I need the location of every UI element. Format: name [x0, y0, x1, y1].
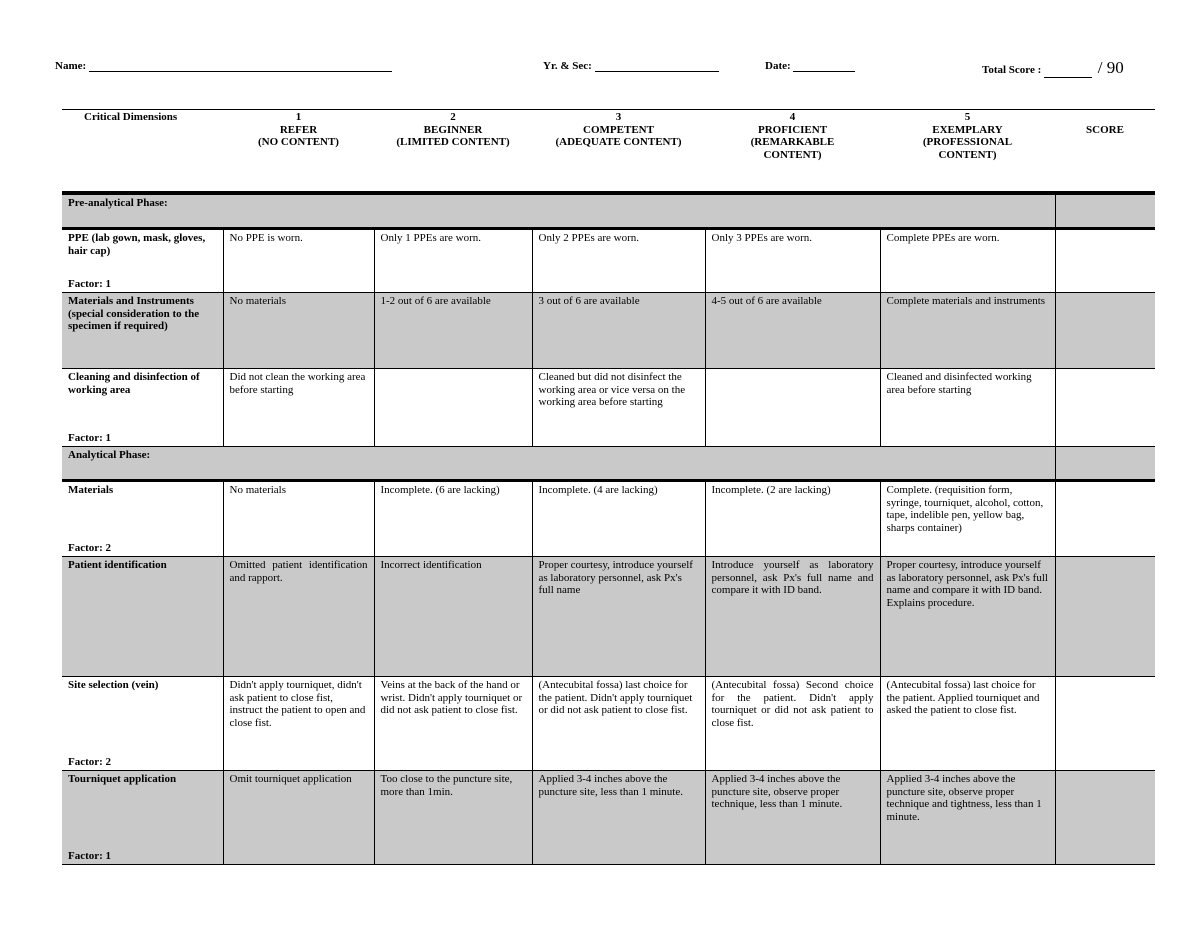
col-level-1 — [223, 110, 374, 194]
phase-label: Pre-analytical Phase: — [62, 193, 1055, 229]
table-row — [62, 293, 1155, 369]
col-level-3-sub: (ADEQUATE CONTENT) — [555, 136, 682, 149]
phase-row-pre-analytical — [62, 193, 1155, 229]
dimension-label: Materials — [68, 484, 114, 496]
date-blank[interactable] — [793, 60, 855, 72]
dimension-cell — [62, 369, 223, 447]
factor-label: Factor: 1 — [68, 432, 112, 445]
level-5-cell: (Antecubital fossa) last choice for the patient. Applied tourniquet and asked the patient to close fist. — [880, 677, 1055, 771]
level-5-cell: Complete. (requisition form, syringe, tourniquet, alcohol, cotton, tape, indelible pen, yellow bag, sharps container) — [880, 481, 1055, 557]
col-level-3 — [532, 110, 705, 194]
level-4-cell: Applied 3-4 inches above the puncture site, observe proper technique, less than 1 minute. — [705, 771, 880, 865]
level-1-cell: Did not clean the working area before starting — [223, 369, 374, 447]
score-cell[interactable] — [1055, 771, 1155, 865]
col-level-2 — [374, 110, 532, 194]
score-cell[interactable] — [1055, 481, 1155, 557]
level-2-cell: Veins at the back of the hand or wrist. Didn't apply tourniquet or did not ask patient to close fist. — [374, 677, 532, 771]
level-2-cell: Incomplete. (6 are lacking) — [374, 481, 532, 557]
table-header-row — [62, 110, 1155, 194]
table-row — [62, 369, 1155, 447]
dimension-label: Cleaning and disinfection of working area — [68, 371, 200, 396]
level-1-cell: Didn't apply tourniquet, didn't ask patient to close fist, instruct the patient to open and close fist. — [223, 677, 374, 771]
level-5-cell: Complete materials and instruments — [880, 293, 1055, 369]
level-5-cell: Proper courtesy, introduce yourself as laboratory personnel, ask Px's full name and compare it with ID band. Explains procedure. — [880, 557, 1055, 677]
level-1-cell: No materials — [223, 481, 374, 557]
phase-row-analytical — [62, 447, 1155, 481]
table-row — [62, 481, 1155, 557]
dimension-cell — [62, 677, 223, 771]
col-level-5 — [880, 110, 1055, 194]
col-level-3-title: COMPETENT — [583, 123, 654, 136]
dimension-cell — [62, 557, 223, 677]
col-level-3-number: 3 — [615, 111, 622, 123]
level-4-cell: Introduce yourself as laboratory personnel, ask Px's full name and compare it with ID band. — [705, 557, 880, 677]
level-1-cell: No PPE is worn. — [223, 229, 374, 293]
col-level-1-sub: (NO CONTENT) — [258, 136, 339, 149]
col-level-5-sub: (PROFESSIONAL CONTENT) — [922, 136, 1013, 161]
yr-sec-label: Yr. & Sec: — [543, 60, 592, 72]
level-1-cell: Omit tourniquet application — [223, 771, 374, 865]
phase-label: Analytical Phase: — [62, 447, 1055, 481]
level-3-cell: 3 out of 6 are available — [532, 293, 705, 369]
date-label: Date: — [765, 60, 791, 72]
level-4-cell: Only 3 PPEs are worn. — [705, 229, 880, 293]
col-critical-dimensions: Critical Dimensions — [62, 110, 223, 194]
dimension-label: Tourniquet application — [68, 773, 177, 785]
level-3-cell: Incomplete. (4 are lacking) — [532, 481, 705, 557]
level-2-cell: Incorrect identification — [374, 557, 532, 677]
level-3-cell: Proper courtesy, introduce yourself as laboratory personnel, ask Px's full name — [532, 557, 705, 677]
factor-label: Factor: 2 — [68, 756, 112, 769]
table-row — [62, 557, 1155, 677]
level-2-cell: Only 1 PPEs are worn. — [374, 229, 532, 293]
yr-sec-field[interactable] — [543, 60, 719, 72]
col-score: SCORE — [1055, 110, 1155, 194]
col-level-2-title: BEGINNER — [423, 123, 483, 136]
level-3-cell: Applied 3-4 inches above the puncture site, less than 1 minute. — [532, 771, 705, 865]
level-2-cell: 1-2 out of 6 are available — [374, 293, 532, 369]
total-score-label: Total Score : — [982, 64, 1042, 76]
dimension-cell — [62, 293, 223, 369]
table-row — [62, 771, 1155, 865]
dimension-label: Site selection (vein) — [68, 679, 159, 691]
level-3-cell: (Antecubital fossa) last choice for the patient. Didn't apply tourniquet or did not ask patient to close fist. — [532, 677, 705, 771]
table-row — [62, 229, 1155, 293]
level-5-cell: Complete PPEs are worn. — [880, 229, 1055, 293]
level-4-cell: (Antecubital fossa) Second choice for the patient. Didn't apply tourniquet or did not ask patient to close fist. — [705, 677, 880, 771]
dimension-cell — [62, 481, 223, 557]
col-level-4 — [705, 110, 880, 194]
total-score-field[interactable] — [982, 58, 1124, 78]
name-field[interactable] — [55, 60, 392, 72]
col-level-4-title: PROFICIENT — [757, 123, 828, 136]
score-cell[interactable] — [1055, 229, 1155, 293]
level-4-cell — [705, 369, 880, 447]
col-level-5-number: 5 — [964, 111, 971, 123]
col-level-4-sub: (REMARKABLE CONTENT) — [750, 136, 835, 161]
level-4-cell: Incomplete. (2 are lacking) — [705, 481, 880, 557]
level-5-cell: Applied 3-4 inches above the puncture site, observe proper technique and tightness, less than 1 minute. — [880, 771, 1055, 865]
score-cell[interactable] — [1055, 369, 1155, 447]
yr-sec-blank[interactable] — [595, 60, 719, 72]
col-level-2-sub: (LIMITED CONTENT) — [396, 136, 510, 149]
factor-label: Factor: 1 — [68, 850, 112, 863]
score-cell[interactable] — [1055, 447, 1155, 481]
dimension-cell — [62, 771, 223, 865]
col-level-2-number: 2 — [450, 111, 456, 123]
factor-label: Factor: 1 — [68, 278, 112, 291]
level-1-cell: No materials — [223, 293, 374, 369]
score-cell[interactable] — [1055, 677, 1155, 771]
col-level-5-title: EXEMPLARY — [932, 123, 1003, 136]
col-level-4-number: 4 — [789, 111, 796, 123]
col-level-1-title: REFER — [279, 123, 318, 136]
dimension-label: Patient identification — [68, 559, 167, 571]
factor-label: Factor: 2 — [68, 542, 112, 555]
score-cell[interactable] — [1055, 293, 1155, 369]
dimension-cell — [62, 229, 223, 293]
level-2-cell: Too close to the puncture site, more than 1min. — [374, 771, 532, 865]
level-3-cell: Cleaned but did not disinfect the working area or vice versa on the working area before starting — [532, 369, 705, 447]
dimension-label: PPE (lab gown, mask, gloves, hair cap) — [68, 232, 206, 257]
level-5-cell: Cleaned and disinfected working area before starting — [880, 369, 1055, 447]
total-score-blank[interactable] — [1044, 66, 1092, 78]
table-row — [62, 677, 1155, 771]
total-score-max: / 90 — [1097, 58, 1124, 77]
score-cell[interactable] — [1055, 193, 1155, 229]
dimension-label: Materials and Instruments (special consideration to the specimen if required) — [68, 295, 200, 333]
level-4-cell: 4-5 out of 6 are available — [705, 293, 880, 369]
col-level-1-number: 1 — [295, 111, 302, 123]
level-2-cell — [374, 369, 532, 447]
level-1-cell: Omitted patient identification and rapport. — [223, 557, 374, 677]
score-cell[interactable] — [1055, 557, 1155, 677]
name-blank[interactable] — [89, 60, 392, 72]
level-3-cell: Only 2 PPEs are worn. — [532, 229, 705, 293]
name-label: Name: — [55, 60, 87, 72]
rubric-table — [62, 109, 1155, 865]
date-field[interactable] — [765, 60, 855, 72]
